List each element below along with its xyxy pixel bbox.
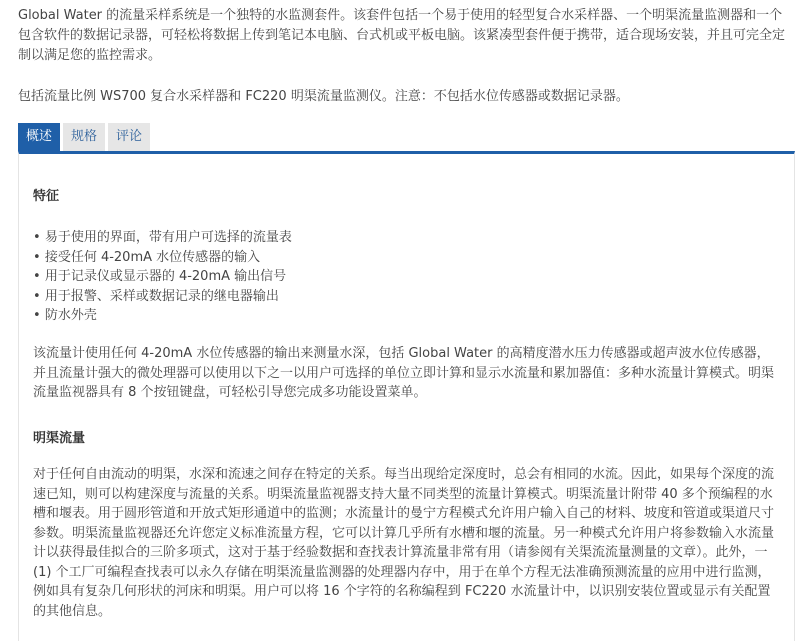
tab-overview[interactable]: 概述 (18, 123, 60, 151)
features-heading: 特征 (33, 189, 60, 204)
list-item: • 易于使用的界面，带有用户可选择的流量表 (33, 228, 292, 248)
tab-reviews[interactable]: 评论 (108, 123, 150, 151)
product-includes-note: 包括流量比例 WS700 复合水采样器和 FC220 明渠流量监测仪。注意：不包括水位传感器或数据记录器。 (18, 89, 629, 104)
list-item: • 用于记录仪或显示器的 4-20mA 输出信号 (33, 267, 292, 287)
open-channel-paragraph: 对于任何自由流动的明渠，水深和流速之间存在特定的关系。每当出现给定深度时，总会有相同的水流。因此，如果每个深度的流速已知，则可以构建深度与流量的关系。明渠流量监视器支持大量不同类型的流量计算模式。明渠流量计附带 40 多个预编程的水槽和堰表。用于圆形管道和开放式矩形通道中的监测；水流量计的曼宁方程模式允许用户输入自己的材料、坡度和管道或渠道尺寸参数。明渠流量监视器还允许您定义标准流量方程，它可以计算几乎所有水槽和堰的流量。另一种模式允许用户将参数输入水流量计以获得最佳拟合的三阶多项式，这对于基于经验数据和查找表计算流量非常有用（请参阅有关渠流流量测量的文章）。此外，一 (1) 个工厂可编程查找表可以永久存储在明渠流量监测器的处理器内存中，用于在单个方程无法准确预测流量的应用中进行监测，例如具有复杂几何形状的河床和明渠。用户可以将 16 个字符的名称编程到 FC220 水流量计中，以识别安装位置或显示有关配置的其他信息。 (33, 467, 775, 619)
description-paragraph: 该流量计使用任何 4-20mA 水位传感器的输出来测量水深，包括 Global Water 的高精度潜水压力传感器或超声波水位传感器，并且流量计强大的微处理器可以使用以下之一以用户可选择的单位立即计算和显示水流量和累加器值：多种水流量计算模式。明渠流量监视器具有 8 个按钮键盘，可轻松引导您完成多功能设置菜单。 (33, 346, 775, 400)
list-item: • 防水外壳 (33, 306, 292, 326)
feature-list (33, 228, 292, 326)
product-tabs (18, 123, 150, 151)
tab-specifications[interactable]: 规格 (63, 123, 105, 151)
open-channel-heading: 明渠流量 (33, 431, 86, 446)
list-item: • 用于报警、采样或数据记录的继电器输出 (33, 287, 292, 307)
overview-panel (18, 151, 795, 641)
product-intro: Global Water 的流量采样系统是一个独特的水监测套件。该套件包括一个易于使用的轻型复合水采样器、一个明渠流量监测器和一个包含软件的数据记录器，可轻松将数据上传到笔记本电脑、台式机或平板电脑。该紧凑型套件便于携带，适合现场安装，并且可完全定制以满足您的监控需求。 (18, 8, 786, 63)
list-item: • 接受任何 4-20mA 水位传感器的输入 (33, 248, 292, 268)
